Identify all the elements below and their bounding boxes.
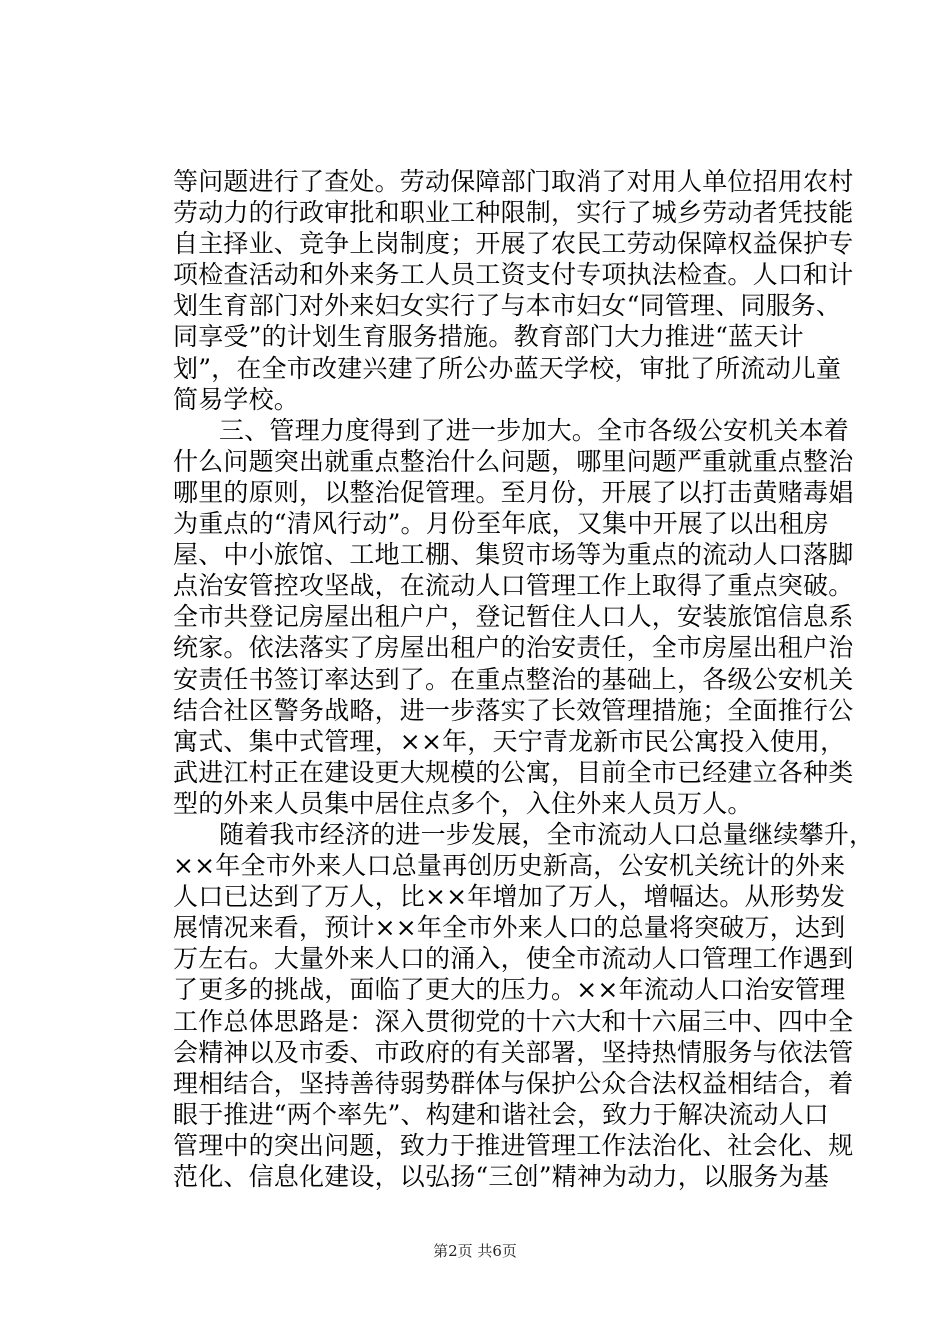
text-line: 自主择业、竞争上岗制度；开展了农民工劳动保障权益保护专 xyxy=(173,229,854,259)
text-line: 安责任书签订率达到了。在重点整治的基础上，各级公安机关 xyxy=(173,664,854,694)
text-line: 划生育部门对外来妇女实行了与本市妇女“同管理、同服务、 xyxy=(173,291,842,321)
text-line: 哪里的原则，以整治促管理。至月份，开展了以打击黄赌毒娼 xyxy=(173,477,854,507)
text-line: 三、管理力度得到了进一步加大。全市各级公安机关本着 xyxy=(219,415,850,445)
text-line: 工作总体思路是：深入贯彻党的十六大和十六届三中、四中全 xyxy=(173,1006,854,1036)
text-line: 屋、中小旅馆、工地工棚、集贸市场等为重点的流动人口落脚 xyxy=(173,540,854,570)
body-text xyxy=(173,166,875,1192)
text-line: 武进江村正在建设更大规模的公寓，目前全市已经建立各种类 xyxy=(173,757,854,787)
text-line: 点治安管控攻坚战，在流动人口管理工作上取得了重点突破。 xyxy=(173,571,854,601)
text-line: 简易学校。 xyxy=(173,384,300,414)
text-line: 为重点的“清风行动”。月份至年底，又集中开展了以出租房 xyxy=(173,509,829,539)
text-line: 人口已达到了万人，比××年增加了万人，增幅达。从形势发 xyxy=(173,882,846,912)
text-line: 万左右。大量外来人口的涌入，使全市流动人口管理工作遇到 xyxy=(173,944,854,974)
text-line: 管理中的突出问题，致力于推进管理工作法治化、社会化、规 xyxy=(173,1130,854,1160)
text-line: 同享受”的计划生育服务措施。教育部门大力推进“蓝天计 xyxy=(173,322,804,352)
text-line: 范化、信息化建设，以弘扬“三创”精神为动力，以服务为基 xyxy=(173,1162,829,1191)
text-line: 等问题进行了查处。劳动保障部门取消了对用人单位招用农村 xyxy=(173,167,854,196)
text-line: ××年全市外来人口总量再创历史新高，公安机关统计的外来 xyxy=(173,851,846,881)
text-line: 眼于推进“两个率先”、构建和谐社会，致力于解决流动人口 xyxy=(173,1099,829,1129)
text-line: 全市共登记房屋出租户户，登记暂住人口人，安装旅馆信息系 xyxy=(173,602,854,632)
text-line: 展情况来看，预计××年全市外来人口的总量将突破万，达到 xyxy=(173,913,846,943)
text-line: 了更多的挑战，面临了更大的压力。××年流动人口治安管理 xyxy=(173,975,846,1005)
text-line: 项检查活动和外来务工人员工资支付专项执法检查。人口和计 xyxy=(173,260,854,290)
text-line: 划”，在全市改建兴建了所公办蓝天学校，审批了所流动儿童 xyxy=(173,353,842,383)
text-line: 什么问题突出就重点整治什么问题，哪里问题严重就重点整治 xyxy=(173,446,854,476)
text-line: 劳动力的行政审批和职业工种限制，实行了城乡劳动者凭技能 xyxy=(173,198,854,228)
text-line: 随着我市经济的进一步发展，全市流动人口总量继续攀升， xyxy=(219,819,875,849)
text-line: 寓式、集中式管理，××年，天宁青龙新市民公寓投入使用， xyxy=(173,726,846,756)
text-line: 结合社区警务战略，进一步落实了长效管理措施；全面推行公 xyxy=(173,695,854,725)
page-footer: 第2页 共6页 xyxy=(433,1242,517,1260)
text-line: 统家。依法落实了房屋出租户的治安责任，全市房屋出租户治 xyxy=(173,633,854,663)
text-line: 型的外来人员集中居住点多个，入住外来人员万人。 xyxy=(173,788,753,818)
text-line: 会精神以及市委、市政府的有关部署，坚持热情服务与依法管 xyxy=(173,1037,854,1067)
text-line: 理相结合，坚持善待弱势群体与保护公众合法权益相结合，着 xyxy=(173,1068,854,1098)
